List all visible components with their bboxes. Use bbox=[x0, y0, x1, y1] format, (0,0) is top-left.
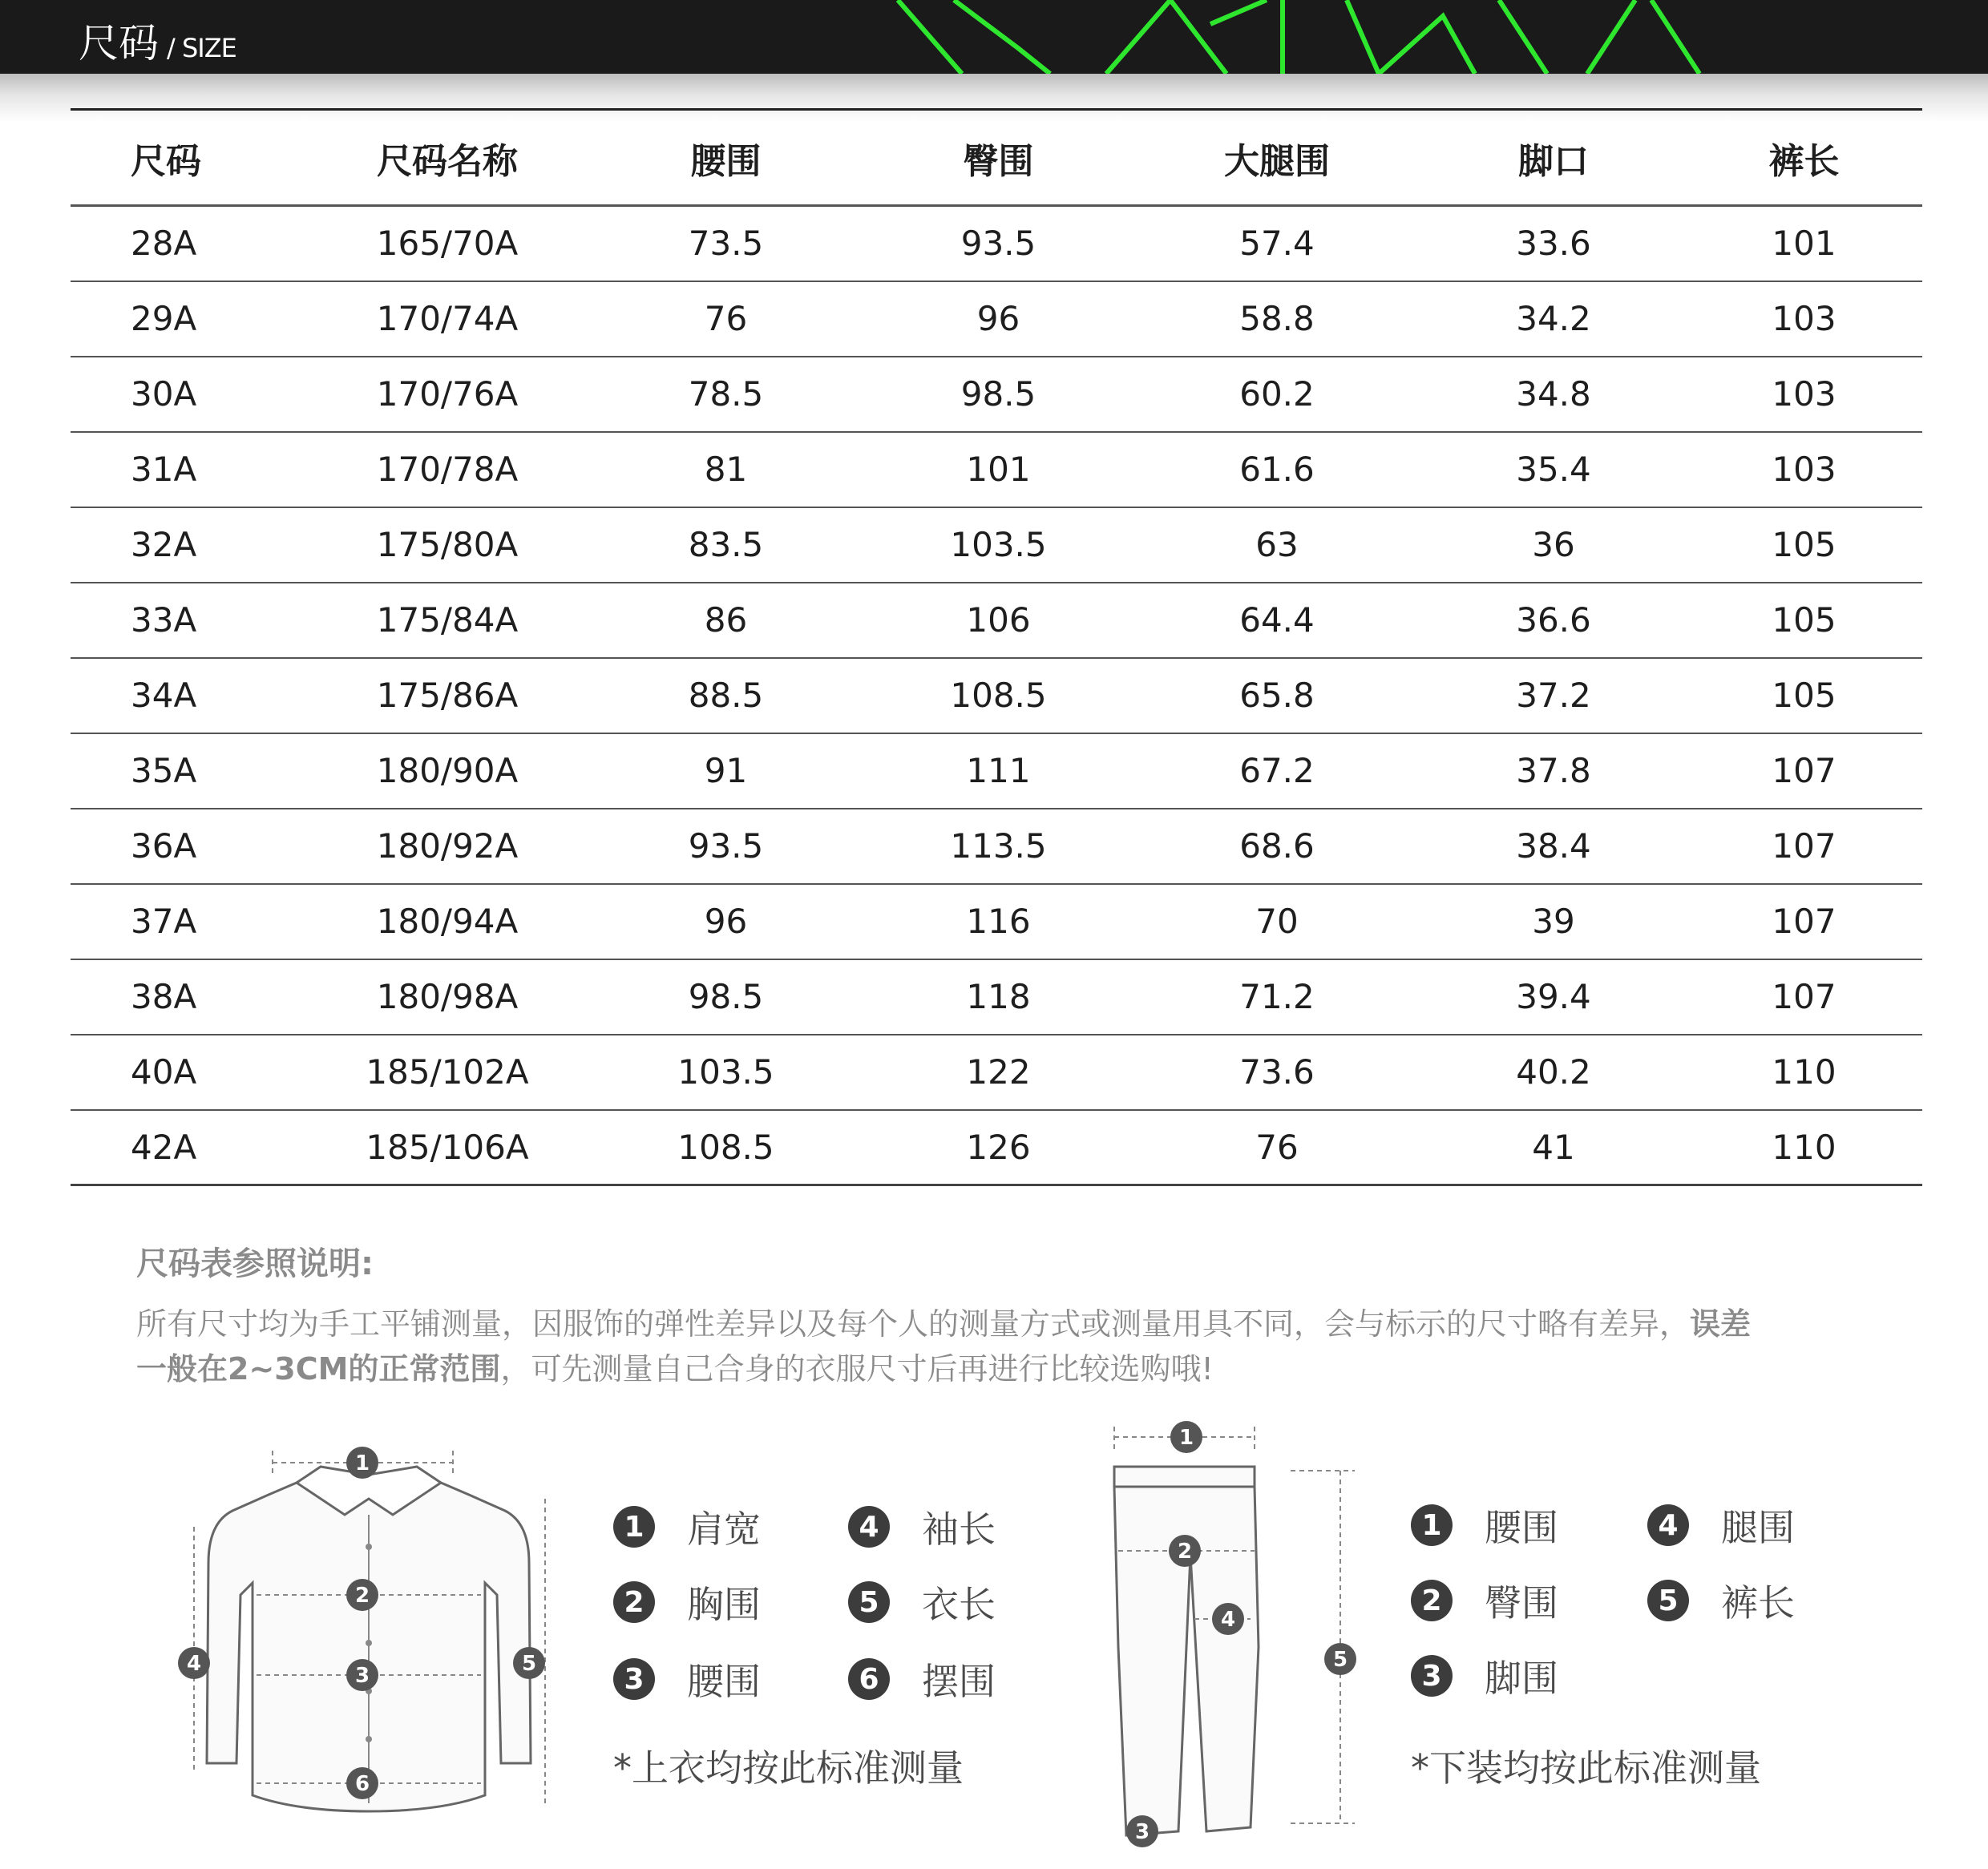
shirt-marker-4 bbox=[178, 1647, 210, 1679]
header-size-name: 尺码名称 bbox=[377, 140, 518, 182]
cell-waist: 86 bbox=[704, 600, 748, 640]
cell-thigh: 76 bbox=[1255, 1127, 1299, 1167]
cell-hip: 106 bbox=[966, 600, 1031, 640]
table-row bbox=[71, 809, 1922, 884]
cell-thigh: 60.2 bbox=[1239, 374, 1315, 414]
svg-text:2: 2 bbox=[354, 1584, 370, 1608]
notes-body bbox=[136, 1302, 1900, 1391]
pants-legend-item-4 bbox=[1647, 1497, 1795, 1553]
table-row bbox=[71, 432, 1922, 507]
cell-size-name: 185/102A bbox=[366, 1052, 529, 1092]
number-badge: 2 bbox=[613, 1581, 655, 1623]
cell-length: 110 bbox=[1772, 1127, 1836, 1167]
cell-length: 105 bbox=[1772, 525, 1836, 564]
cell-size-name: 165/70A bbox=[376, 224, 519, 264]
number-badge: 5 bbox=[848, 1581, 890, 1623]
cell-thigh: 67.2 bbox=[1239, 751, 1315, 790]
cell-hem: 39 bbox=[1532, 902, 1575, 941]
pants-marker-5 bbox=[1324, 1643, 1356, 1675]
cell-waist: 103.5 bbox=[677, 1052, 774, 1092]
size-notes bbox=[136, 1238, 1900, 1391]
cell-waist: 73.5 bbox=[688, 224, 764, 264]
table-row bbox=[71, 1110, 1922, 1185]
legend-label: 脚围 bbox=[1485, 1657, 1558, 1700]
shirt-measure-note: *上衣均按此标准测量 bbox=[613, 1746, 964, 1790]
shirt-legend-item-1 bbox=[613, 1499, 761, 1555]
cell-size: 28A bbox=[131, 224, 197, 264]
shirt-legend bbox=[613, 1499, 1030, 1790]
pants-legend-item-1 bbox=[1411, 1497, 1558, 1553]
svg-text:2: 2 bbox=[1177, 1540, 1193, 1564]
svg-text:1: 1 bbox=[354, 1451, 370, 1475]
legend-label: 肩宽 bbox=[687, 1508, 761, 1551]
cell-hip: 96 bbox=[976, 299, 1020, 338]
cell-length: 107 bbox=[1772, 902, 1836, 941]
svg-text:1: 1 bbox=[1178, 1426, 1194, 1450]
cell-thigh: 73.6 bbox=[1239, 1052, 1315, 1092]
cell-size-name: 180/92A bbox=[376, 826, 519, 866]
cell-hem: 37.8 bbox=[1516, 751, 1591, 790]
cell-thigh: 61.6 bbox=[1239, 450, 1315, 489]
cell-size-name: 185/106A bbox=[366, 1127, 529, 1167]
number-badge: 6 bbox=[848, 1658, 890, 1700]
header-banner bbox=[0, 0, 1988, 74]
cell-thigh: 71.2 bbox=[1239, 977, 1315, 1016]
cell-size-name: 170/74A bbox=[376, 299, 519, 338]
cell-waist: 81 bbox=[704, 450, 748, 489]
title-cn: 尺码 bbox=[79, 20, 159, 67]
legend-label: 胸围 bbox=[687, 1583, 761, 1626]
cell-hip: 113.5 bbox=[950, 826, 1047, 866]
cell-hem: 40.2 bbox=[1516, 1052, 1591, 1092]
cell-thigh: 64.4 bbox=[1239, 600, 1315, 640]
pants-marker-1 bbox=[1170, 1421, 1202, 1453]
shirt-measurement-diagram bbox=[176, 1427, 561, 1827]
svg-text:3: 3 bbox=[354, 1664, 370, 1688]
shirt-legend-item-5 bbox=[848, 1574, 996, 1630]
cell-hem: 34.8 bbox=[1516, 374, 1591, 414]
pants-legend-item-5 bbox=[1647, 1572, 1795, 1629]
cell-size: 34A bbox=[131, 676, 197, 715]
number-badge: 3 bbox=[613, 1658, 655, 1700]
table-row bbox=[71, 733, 1922, 809]
header-waist: 腰围 bbox=[690, 140, 762, 182]
cell-hem: 36.6 bbox=[1516, 600, 1591, 640]
notes-line2-bold: 一般在2~3CM的正常范围 bbox=[136, 1351, 501, 1387]
cell-hem: 33.6 bbox=[1516, 224, 1591, 264]
cell-length: 103 bbox=[1772, 299, 1836, 338]
table-row bbox=[71, 959, 1922, 1035]
cell-size-name: 170/78A bbox=[376, 450, 519, 489]
number-badge: 5 bbox=[1647, 1580, 1689, 1621]
cell-thigh: 70 bbox=[1255, 902, 1299, 941]
shirt-legend-item-6 bbox=[848, 1651, 996, 1707]
cell-size-name: 180/90A bbox=[376, 751, 519, 790]
cell-hip: 126 bbox=[966, 1127, 1031, 1167]
cell-size-name: 175/86A bbox=[376, 676, 519, 715]
table-row bbox=[71, 357, 1922, 432]
cell-length: 103 bbox=[1772, 450, 1836, 489]
cell-hip: 111 bbox=[966, 751, 1031, 790]
cell-length: 107 bbox=[1772, 977, 1836, 1016]
shirt-marker-5 bbox=[513, 1647, 545, 1679]
cell-waist: 96 bbox=[704, 902, 748, 941]
cell-hip: 93.5 bbox=[960, 224, 1036, 264]
cell-waist: 83.5 bbox=[688, 525, 764, 564]
cell-length: 103 bbox=[1772, 374, 1836, 414]
cell-hip: 122 bbox=[966, 1052, 1031, 1092]
pants-legend-item-2 bbox=[1411, 1572, 1558, 1629]
number-badge: 4 bbox=[1647, 1504, 1689, 1546]
cell-length: 110 bbox=[1772, 1052, 1836, 1092]
pants-legend bbox=[1411, 1497, 1908, 1790]
shirt-marker-3 bbox=[346, 1659, 378, 1691]
legend-label: 衣长 bbox=[922, 1583, 996, 1626]
cell-hem: 36 bbox=[1532, 525, 1575, 564]
svg-text:3: 3 bbox=[1134, 1820, 1150, 1844]
table-row bbox=[71, 583, 1922, 658]
cell-length: 105 bbox=[1772, 676, 1836, 715]
table-header-row bbox=[71, 110, 1922, 206]
cell-size: 29A bbox=[131, 299, 197, 338]
cell-length: 101 bbox=[1772, 224, 1836, 264]
cell-length: 107 bbox=[1772, 826, 1836, 866]
legend-label: 摆围 bbox=[922, 1660, 996, 1703]
shirt-legend-item-4 bbox=[848, 1499, 996, 1555]
table-row bbox=[71, 206, 1922, 281]
shirt-legend-item-2 bbox=[613, 1574, 761, 1630]
table-row bbox=[71, 1035, 1922, 1110]
cell-hip: 98.5 bbox=[960, 374, 1036, 414]
pants-measurement-diagram bbox=[1090, 1407, 1395, 1855]
cell-size-name: 175/80A bbox=[376, 525, 519, 564]
shirt-marker-1 bbox=[346, 1447, 378, 1479]
pants-legend-item-3 bbox=[1411, 1648, 1558, 1704]
cell-size: 37A bbox=[131, 902, 197, 941]
header-length: 裤长 bbox=[1768, 140, 1840, 182]
cell-size: 33A bbox=[131, 600, 197, 640]
cell-waist: 98.5 bbox=[688, 977, 764, 1016]
cell-waist: 108.5 bbox=[677, 1127, 774, 1167]
shirt-marker-6 bbox=[346, 1767, 378, 1799]
cell-hip: 103.5 bbox=[950, 525, 1047, 564]
cell-hem: 41 bbox=[1532, 1127, 1575, 1167]
table-row bbox=[71, 884, 1922, 959]
page-title bbox=[79, 11, 236, 67]
legend-label: 腰围 bbox=[1485, 1506, 1558, 1549]
cell-thigh: 63 bbox=[1255, 525, 1299, 564]
cell-size: 32A bbox=[131, 525, 197, 564]
notes-line1: 所有尺寸均为手工平铺测量，因服饰的弹性差异以及每个人的测量方式或测量用具不同，会与标示的尺寸略有差异， bbox=[136, 1306, 1691, 1342]
number-badge: 3 bbox=[1411, 1655, 1453, 1697]
cell-thigh: 58.8 bbox=[1239, 299, 1315, 338]
table-row bbox=[71, 658, 1922, 733]
pants-measure-note: *下装均按此标准测量 bbox=[1411, 1746, 1761, 1790]
cell-thigh: 65.8 bbox=[1239, 676, 1315, 715]
cell-hip: 118 bbox=[966, 977, 1031, 1016]
cell-size: 38A bbox=[131, 977, 197, 1016]
cell-thigh: 57.4 bbox=[1239, 224, 1315, 264]
svg-text:5: 5 bbox=[521, 1652, 537, 1676]
cell-hem: 35.4 bbox=[1516, 450, 1591, 489]
cell-waist: 88.5 bbox=[688, 676, 764, 715]
cell-length: 107 bbox=[1772, 751, 1836, 790]
table-row bbox=[71, 281, 1922, 357]
shirt-legend-item-3 bbox=[613, 1651, 761, 1707]
notes-line2: ，可先测量自己合身的衣服尺寸后再进行比较选购哦! bbox=[500, 1351, 1214, 1387]
header-hip: 臀围 bbox=[963, 140, 1034, 182]
size-table bbox=[71, 108, 1922, 1186]
cell-waist: 78.5 bbox=[688, 374, 764, 414]
cell-size: 30A bbox=[131, 374, 197, 414]
cell-hip: 101 bbox=[966, 450, 1031, 489]
legend-label: 腰围 bbox=[687, 1660, 761, 1703]
table-row bbox=[71, 507, 1922, 583]
legend-label: 袖长 bbox=[922, 1508, 996, 1551]
svg-text:4: 4 bbox=[1220, 1608, 1236, 1632]
number-badge: 4 bbox=[848, 1506, 890, 1548]
pants-marker-2 bbox=[1169, 1535, 1201, 1567]
pants-marker-4 bbox=[1212, 1603, 1244, 1635]
cell-size-name: 175/84A bbox=[376, 600, 519, 640]
svg-text:5: 5 bbox=[1332, 1648, 1348, 1672]
table-body bbox=[71, 206, 1922, 1185]
legend-label: 臀围 bbox=[1485, 1581, 1558, 1625]
cell-hip: 116 bbox=[966, 902, 1031, 941]
cell-hem: 39.4 bbox=[1516, 977, 1591, 1016]
cell-hip: 108.5 bbox=[950, 676, 1047, 715]
svg-text:4: 4 bbox=[186, 1652, 202, 1676]
shirt-marker-2 bbox=[346, 1579, 378, 1611]
cell-hem: 34.2 bbox=[1516, 299, 1591, 338]
notes-line1-bold: 误差 bbox=[1690, 1306, 1752, 1342]
green-geometric-decoration bbox=[866, 0, 1828, 74]
header-size: 尺码 bbox=[131, 140, 201, 182]
cell-hem: 38.4 bbox=[1516, 826, 1591, 866]
legend-label: 裤长 bbox=[1721, 1581, 1795, 1625]
cell-size-name: 180/98A bbox=[376, 977, 519, 1016]
cell-waist: 93.5 bbox=[688, 826, 764, 866]
legend-label: 腿围 bbox=[1721, 1506, 1795, 1549]
cell-size: 36A bbox=[131, 826, 197, 866]
number-badge: 1 bbox=[1411, 1504, 1453, 1546]
cell-size: 35A bbox=[131, 751, 197, 790]
title-en: / SIZE bbox=[167, 33, 236, 63]
cell-waist: 91 bbox=[704, 751, 748, 790]
cell-hem: 37.2 bbox=[1516, 676, 1591, 715]
cell-size: 40A bbox=[131, 1052, 197, 1092]
cell-waist: 76 bbox=[704, 299, 748, 338]
cell-length: 105 bbox=[1772, 600, 1836, 640]
cell-size-name: 180/94A bbox=[376, 902, 519, 941]
notes-title: 尺码表参照说明: bbox=[136, 1245, 374, 1282]
svg-text:6: 6 bbox=[354, 1772, 370, 1796]
number-badge: 2 bbox=[1411, 1580, 1453, 1621]
cell-thigh: 68.6 bbox=[1239, 826, 1315, 866]
cell-size-name: 170/76A bbox=[376, 374, 519, 414]
number-badge: 1 bbox=[613, 1506, 655, 1548]
cell-size: 31A bbox=[131, 450, 197, 489]
cell-size: 42A bbox=[131, 1127, 197, 1167]
header-hem: 脚口 bbox=[1518, 140, 1589, 182]
pants-marker-3 bbox=[1126, 1815, 1158, 1847]
header-thigh: 大腿围 bbox=[1224, 140, 1330, 182]
